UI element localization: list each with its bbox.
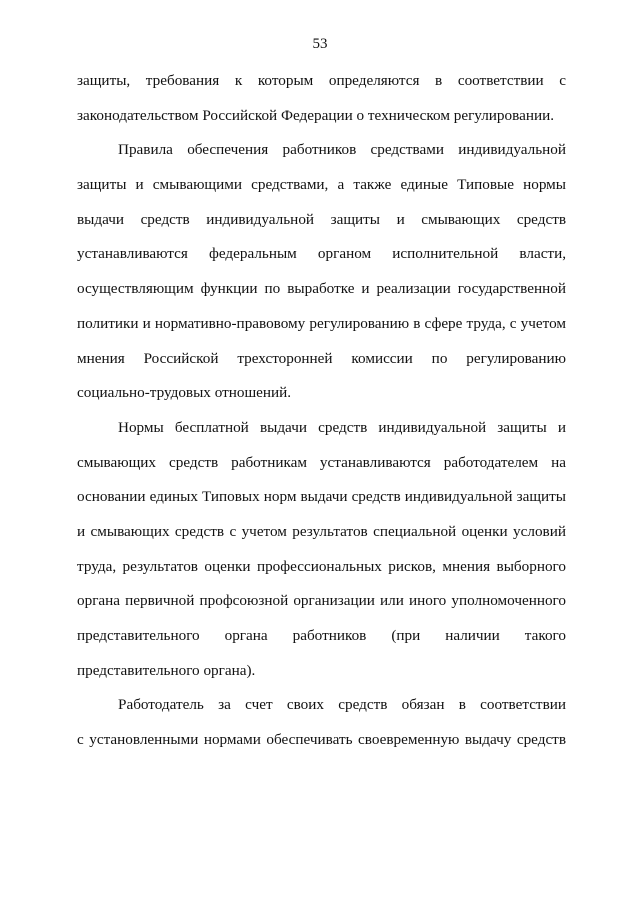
- paragraph-2: [77, 140, 566, 418]
- text-line: труда, результатов оценки профессиональных рисков, мнения выборного: [77, 557, 566, 575]
- text-line: социально-трудовых отношений.: [77, 384, 292, 402]
- text-line: законодательством Российской Федерации о техническом регулировании.: [77, 106, 555, 124]
- text-line: защиты и смывающими средствами, а также единые Типовые нормы: [77, 176, 566, 194]
- text-line: осуществляющим функции по выработке и реализации государственной: [77, 280, 566, 298]
- text-line: представительного органа работников (при наличии такого: [77, 627, 566, 644]
- page-number: 53: [312, 36, 328, 52]
- text-line: выдачи средств индивидуальной защиты и смывающих средств: [77, 210, 566, 228]
- body-text: [77, 71, 566, 765]
- text-line: политики и нормативно-правовому регулированию в сфере труда, с учетом: [77, 314, 566, 332]
- text-line: основании единых Типовых норм выдачи средств индивидуальной защиты: [77, 488, 566, 506]
- paragraph-1: [77, 71, 566, 140]
- text-line: Правила обеспечения работников средствами индивидуальной: [118, 141, 566, 159]
- text-line: устанавливаются федеральным органом исполнительной власти,: [77, 245, 566, 263]
- text-line: и смывающих средств с учетом результатов специальной оценки условий: [77, 522, 566, 540]
- text-line: мнения Российской трехсторонней комиссии по регулированию: [77, 349, 566, 367]
- text-line: представительного органа).: [77, 661, 256, 679]
- text-line: Нормы бесплатной выдачи средств индивидуальной защиты и: [118, 418, 566, 436]
- text-line: смывающих средств работникам устанавливаются работодателем на: [77, 453, 566, 471]
- text-line: органа первичной профсоюзной организации или иного уполномоченного: [77, 592, 566, 610]
- text-line: защиты, требования к которым определяются в соответствии с: [77, 72, 566, 89]
- text-line: с установленными нормами обеспечивать своевременную выдачу средств: [77, 731, 566, 749]
- paragraph-4: [77, 695, 566, 764]
- paragraph-3: [77, 418, 566, 696]
- text-line: Работодатель за счет своих средств обязан в соответствии: [118, 696, 566, 714]
